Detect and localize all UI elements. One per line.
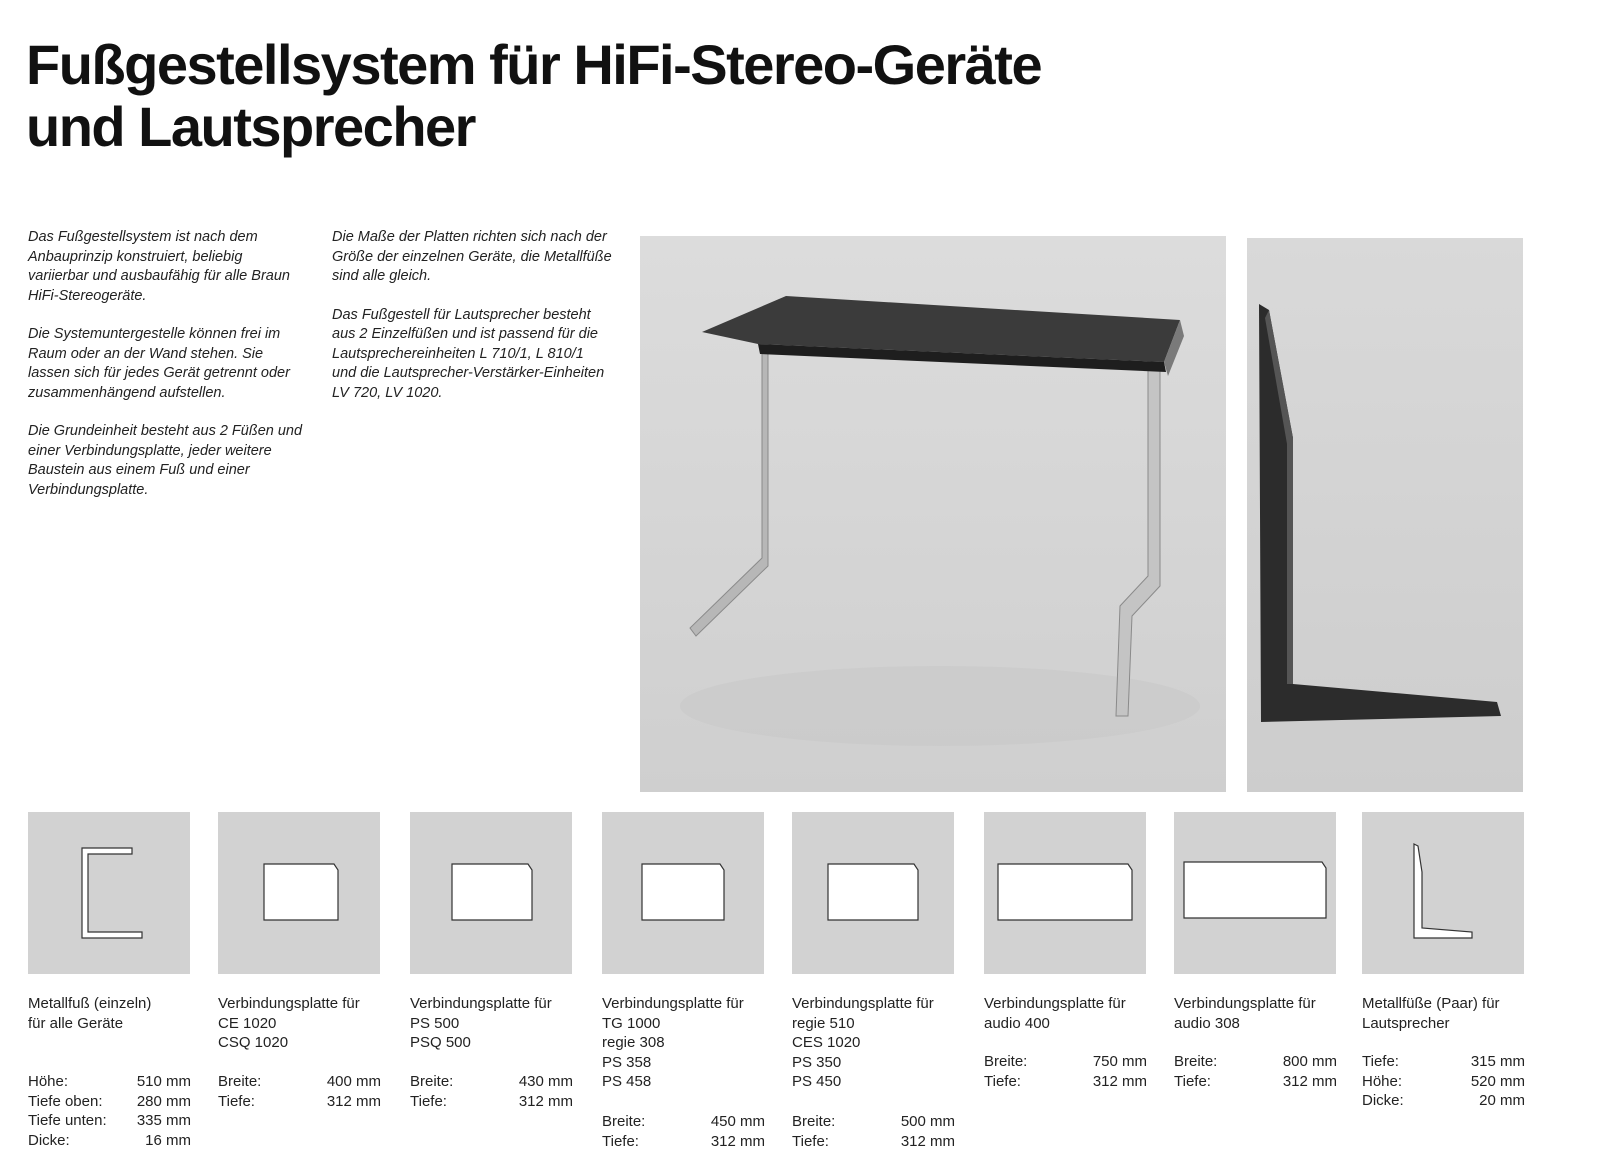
intro-column-1 xyxy=(28,228,303,519)
foot-profile-icon xyxy=(28,812,190,974)
spec-value: 20 mm xyxy=(1479,1092,1525,1109)
plate-icon xyxy=(410,812,572,974)
plate-icon xyxy=(1174,812,1336,974)
spec-value: 400 mm xyxy=(326,1073,381,1090)
spec-value: 510 mm xyxy=(136,1073,191,1090)
spec-list xyxy=(1174,1052,1337,1091)
plate-icon xyxy=(602,812,764,974)
spec-row xyxy=(218,1072,381,1092)
spec-list xyxy=(1362,1052,1525,1111)
plate-icon xyxy=(218,812,380,974)
product-name: Verbindungsplatte für TG 1000 regie 308 PS 358 PS 458 xyxy=(602,995,744,1090)
spec-value: 312 mm xyxy=(710,1132,765,1150)
spec-label: Breite: xyxy=(218,1073,262,1090)
spec-row xyxy=(410,1072,573,1092)
spec-value: 315 mm xyxy=(1470,1053,1525,1070)
spec-label: Dicke: xyxy=(28,1131,70,1149)
product-name: Verbindungsplatte für PS 500 PSQ 500 xyxy=(410,995,552,1051)
spec-value: 335 mm xyxy=(136,1112,191,1129)
intro-paragraph: Die Grundeinheit besteht aus 2 Füßen und einer Verbindungsplatte, jeder weitere Baustein aus einem Fuß und einer Verbindungsplatte. xyxy=(28,423,303,498)
spec-label: Tiefe: xyxy=(1362,1053,1399,1070)
spec-value: 450 mm xyxy=(710,1113,765,1130)
spec-label: Höhe: xyxy=(28,1073,69,1090)
product-card xyxy=(602,812,765,1151)
speaker-foot-photo xyxy=(1247,238,1523,792)
spec-label: Tiefe: xyxy=(602,1132,639,1150)
spec-row xyxy=(1362,1091,1525,1111)
spec-label: Tiefe: xyxy=(792,1132,829,1150)
spec-value: 16 mm xyxy=(145,1131,191,1149)
spec-value: 800 mm xyxy=(1282,1053,1337,1070)
product-name: Verbindungsplatte für CE 1020 CSQ 1020 xyxy=(218,995,360,1051)
spec-label: Breite: xyxy=(792,1113,836,1130)
spec-label: Tiefe: xyxy=(1174,1072,1211,1090)
spec-row xyxy=(1362,1072,1525,1092)
spec-list xyxy=(28,1072,191,1150)
spec-row xyxy=(28,1111,191,1131)
spec-row xyxy=(984,1072,1147,1092)
product-card xyxy=(28,812,191,1150)
spec-label: Breite: xyxy=(984,1053,1028,1070)
product-card xyxy=(792,812,955,1151)
intro-paragraph: Das Fußgestellsystem ist nach dem Anbauprinzip konstruiert, beliebig variierbar und ausbaufähig für alle Braun HiFi-Stereogeräte. xyxy=(28,229,290,304)
spec-label: Tiefe: xyxy=(984,1072,1021,1090)
product-name: Verbindungsplatte für audio 308 xyxy=(1174,995,1316,1032)
spec-list xyxy=(984,1052,1147,1091)
spec-value: 312 mm xyxy=(326,1092,381,1110)
spec-label: Tiefe: xyxy=(218,1092,255,1110)
spec-row xyxy=(792,1112,955,1132)
stand-photo xyxy=(640,236,1226,792)
spec-value: 520 mm xyxy=(1470,1072,1525,1090)
product-card xyxy=(410,812,573,1111)
spec-row xyxy=(602,1132,765,1152)
intro-paragraph: Das Fußgestell für Lautsprecher besteht aus 2 Einzelfüßen und ist passend für die Lautsprechereinheiten L 710/1, L 810/1 und die Lautsprecher-Verstärker-Einheiten LV 720, LV 1020. xyxy=(332,306,605,401)
spec-row xyxy=(984,1052,1147,1072)
spec-label: Höhe: xyxy=(1362,1072,1403,1090)
spec-value: 312 mm xyxy=(518,1092,573,1110)
title-line-2: und Lautsprecher xyxy=(26,95,475,158)
spec-label: Dicke: xyxy=(1362,1092,1404,1109)
spec-value: 312 mm xyxy=(900,1132,955,1150)
spec-row xyxy=(1174,1052,1337,1072)
spec-list xyxy=(602,1112,765,1151)
spec-row xyxy=(1362,1052,1525,1072)
spec-value: 280 mm xyxy=(136,1092,191,1110)
plate-icon xyxy=(792,812,954,974)
spec-list xyxy=(410,1072,573,1111)
spec-value: 312 mm xyxy=(1092,1072,1147,1090)
product-card xyxy=(218,812,381,1111)
product-card xyxy=(1362,812,1525,1111)
spec-row xyxy=(602,1112,765,1132)
spec-row xyxy=(28,1131,191,1151)
page-title xyxy=(26,34,1041,158)
spec-list xyxy=(218,1072,381,1111)
intro-paragraph: Die Systemuntergestelle können frei im Raum oder an der Wand stehen. Sie lassen sich für jedes Gerät getrennt oder zusammenhängend aufstellen. xyxy=(28,326,290,401)
product-name: Verbindungsplatte für audio 400 xyxy=(984,995,1126,1032)
speaker-foot-icon xyxy=(1362,812,1524,974)
title-line-1: Fußgestellsystem für HiFi-Stereo-Geräte xyxy=(26,33,1042,96)
spec-label: Breite: xyxy=(1174,1053,1218,1070)
spec-value: 312 mm xyxy=(1282,1072,1337,1090)
product-name: Metallfuß (einzeln) für alle Geräte xyxy=(28,995,152,1032)
product-card xyxy=(984,812,1147,1091)
spec-row xyxy=(28,1072,191,1092)
spec-row xyxy=(1174,1072,1337,1092)
spec-value: 430 mm xyxy=(518,1073,573,1090)
product-card xyxy=(1174,812,1337,1091)
intro-column-2 xyxy=(332,228,612,422)
plate-icon xyxy=(984,812,1146,974)
spec-label: Breite: xyxy=(602,1113,646,1130)
spec-value: 750 mm xyxy=(1092,1053,1147,1070)
spec-row xyxy=(792,1132,955,1152)
spec-label: Tiefe: xyxy=(410,1092,447,1110)
intro-paragraph: Die Maße der Platten richten sich nach der Größe der einzelnen Geräte, die Metallfüße sind alle gleich. xyxy=(332,229,612,284)
spec-row xyxy=(410,1092,573,1112)
spec-list xyxy=(792,1112,955,1151)
spec-row xyxy=(218,1092,381,1112)
spec-label: Breite: xyxy=(410,1073,454,1090)
spec-label: Tiefe oben: xyxy=(28,1092,103,1110)
product-name: Verbindungsplatte für regie 510 CES 1020 PS 350 PS 450 xyxy=(792,995,934,1090)
product-name: Metallfüße (Paar) für Lautsprecher xyxy=(1362,995,1500,1032)
spec-row xyxy=(28,1092,191,1112)
spec-value: 500 mm xyxy=(900,1113,955,1130)
spec-label: Tiefe unten: xyxy=(28,1112,107,1129)
